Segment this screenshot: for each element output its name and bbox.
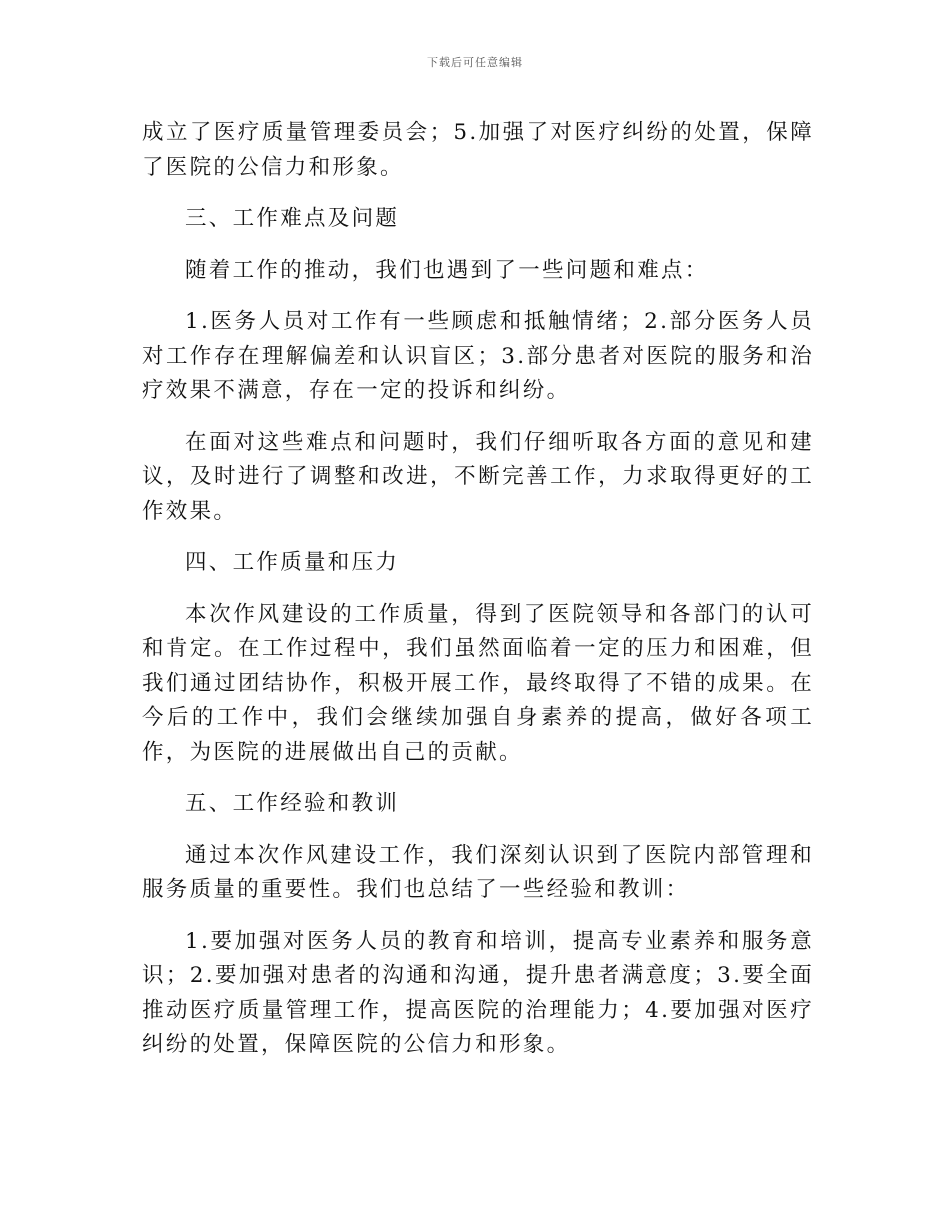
paragraph-problem-list: 1.医务人员对工作有一些顾虑和抵触情绪；2.部分医务人员对工作存在理解偏差和认识盲区；3.部分患者对医院的服务和治疗效果不满意，存在一定的投诉和纠纷。 bbox=[142, 309, 814, 403]
section-heading-4: 四、工作质量和压力 bbox=[185, 550, 400, 575]
paragraph-quality: 本次作风建设的工作质量，得到了医院领导和各部门的认可和肯定。在工作过程中，我们虽然面临着一定的压力和困难，但我们通过团结协作，积极开展工作，最终取得了不错的成果。在今后的工作中，我们会继续加强自身素养的提高，做好各项工作，为医院的进展做出自己的贡献。 bbox=[142, 601, 814, 765]
section-heading-5: 五、工作经验和教训 bbox=[185, 791, 400, 816]
paragraph-intro-problems: 随着工作的推动，我们也遇到了一些问题和难点： bbox=[185, 257, 709, 283]
paragraph-response: 在面对这些难点和问题时，我们仔细听取各方面的意见和建议，及时进行了调整和改进，不断完善工作，力求取得更好的工作效果。 bbox=[142, 429, 814, 524]
paragraph-lessons-intro: 通过本次作风建设工作，我们深刻认识到了医院内部管理和服务质量的重要性。我们也总结了一些经验和教训： bbox=[142, 842, 814, 902]
document-body bbox=[142, 116, 814, 1080]
paragraph-continued: 成立了医疗质量管理委员会；5.加强了对医疗纠纷的处置，保障了医院的公信力和形象。 bbox=[142, 120, 814, 180]
page-header: 下载后可任意编辑 bbox=[427, 56, 523, 69]
paragraph-lessons-list: 1.要加强对医务人员的教育和培训，提高专业素养和服务意识；2.要加强对患者的沟通和沟通，提升患者满意度；3.要全面推动医疗质量管理工作，提高医院的治理能力；4.要加强对医疗纠纷的处置，保障医院的公信力和形象。 bbox=[142, 928, 814, 1057]
section-heading-3: 三、工作难点及问题 bbox=[185, 206, 400, 231]
